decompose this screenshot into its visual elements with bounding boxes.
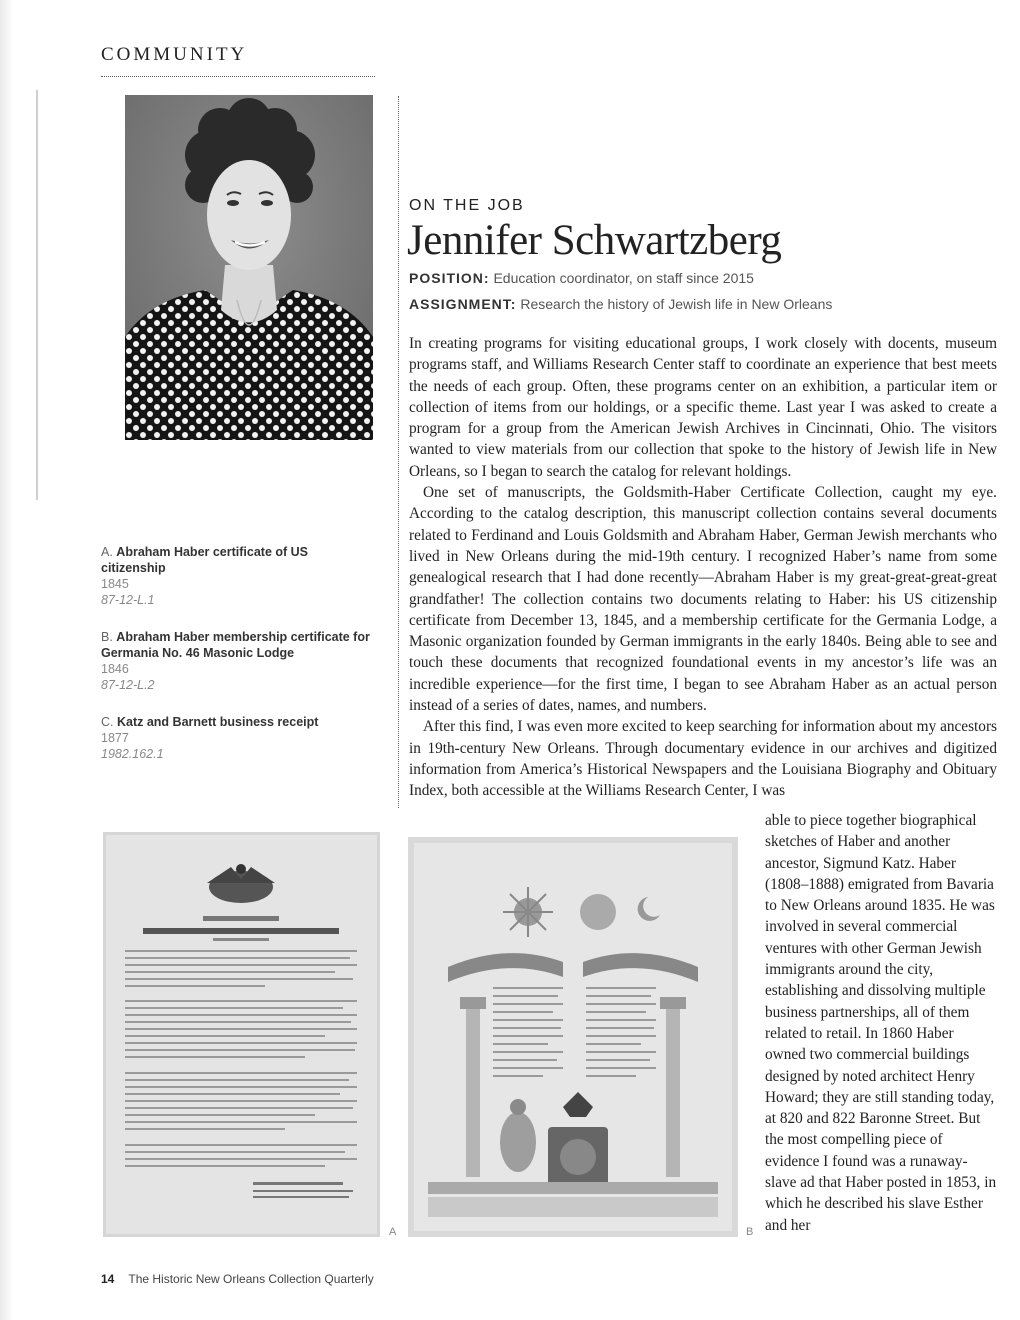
caption-accession: 1982.162.1 [101, 747, 164, 761]
profile-name: Jennifer Schwartzberg [407, 217, 782, 264]
column-divider [398, 96, 399, 808]
caption-date: 1846 [101, 662, 129, 676]
publication-name: The Historic New Orleans Collection Quarterly [128, 1272, 374, 1286]
paragraph: One set of manuscripts, the Goldsmith-Haber Certificate Collection, caught my eye. According to the catalog description, this manuscript collection contains several documents related to Ferdinand and Louis Goldsmith and Abraham Haber, German Jewish merchants who lived in New Orleans during the mid-19th century. I recognized Haber’s name from some genealogical research that I had done recently—Abraham Haber is my great-great-great-great grandfather! The collection contains two documents relating to Haber: his US citizenship certificate from December 13, 1845, and a membership certificate for the Germania Lodge, a Masonic organization founded by German immigrants in the early 1840s. Being able to see and touch these documents that recognized foundational events in my ancestor’s life was an incredible experience—for the first time, I began to see Abraham Haber as an actual person instead of a series of dates, names, and numbers. [409, 484, 997, 715]
position-label: POSITION: [409, 270, 490, 286]
section-heading: COMMUNITY [101, 44, 248, 65]
caption-a [101, 544, 371, 608]
caption-c [101, 714, 371, 762]
caption-letter: C. [101, 715, 114, 729]
masonic-certificate-image [408, 837, 738, 1237]
paragraph: After this find, I was even more excited to keep searching for information about my ancestors in 19th-century New Orleans. Through documentary evidence in our archives and digitized information from America’s Historical Newspapers and the Louisiana Biography and Obituary Index, both accessible at the Williams Research Center, I was [409, 718, 997, 800]
caption-letter: B. [101, 630, 113, 644]
assignment-label: ASSIGNMENT: [409, 296, 517, 312]
citizenship-certificate-image [103, 832, 380, 1237]
position-line [409, 270, 754, 286]
department-kicker: ON THE JOB [409, 197, 525, 214]
image-captions [101, 544, 371, 783]
caption-title: Katz and Barnett business receipt [116, 715, 319, 729]
page-footer [101, 1272, 374, 1286]
portrait-illustration [125, 95, 373, 440]
image-label-b: B [746, 1226, 754, 1238]
page-edge-line [36, 90, 38, 500]
article-body [409, 333, 997, 802]
caption-title: Abraham Haber certificate of US citizenship [101, 545, 309, 575]
page-number: 14 [101, 1272, 115, 1286]
citizenship-certificate-illustration [103, 832, 380, 1237]
caption-accession: 87-12-L.1 [101, 593, 155, 607]
caption-b [101, 629, 371, 693]
assignment-line [409, 296, 832, 312]
page-edge-shadow [0, 0, 14, 1320]
caption-title: Abraham Haber membership certificate for Germania No. 46 Masonic Lodge [101, 630, 370, 660]
caption-date: 1877 [101, 731, 129, 745]
caption-date: 1845 [101, 577, 129, 591]
image-label-a: A [389, 1226, 397, 1238]
assignment-value: Research the history of Jewish life in New Orleans [520, 296, 833, 312]
masonic-certificate-illustration [408, 837, 738, 1237]
article-body-continued: able to piece together biographical sketches of Haber and another ancestor, Sigmund Katz. Haber (1808–1888) emigrated from Bavaria to New Orleans around 1835. He was involved in several commercial ventures with other German Jewish immigrants around the city, establishing and dissolving multiple business partnerships, all of them related to retail. In 1860 Haber owned two commercial buildings designed by noted architect Henry Howard; they are still standing today, at 820 and 822 Baronne Street. But the most compelling piece of evidence I found was a runaway-slave ad that Haber posted in 1853, in which he described his slave Esther and her [765, 812, 997, 1234]
portrait-photo [125, 95, 373, 440]
paragraph: In creating programs for visiting educational groups, I work closely with docents, museum programs staff, and Williams Research Center staff to coordinate an experience that best meets the needs of each group. Often, these programs center on an exhibition, a particular item or collection of items from our holdings, or a specific theme. Last year I was asked to create a program for a group from the American Jewish Archives in Cincinnati, Ohio. The visitors wanted to view materials from our collection that spoke to the history of Jewish life in New Orleans, so I began to search the catalog for relevant holdings. [409, 335, 997, 480]
position-value: Education coordinator, on staff since 2015 [493, 270, 754, 286]
section-rule [101, 76, 375, 77]
caption-accession: 87-12-L.2 [101, 678, 155, 692]
caption-letter: A. [101, 545, 113, 559]
